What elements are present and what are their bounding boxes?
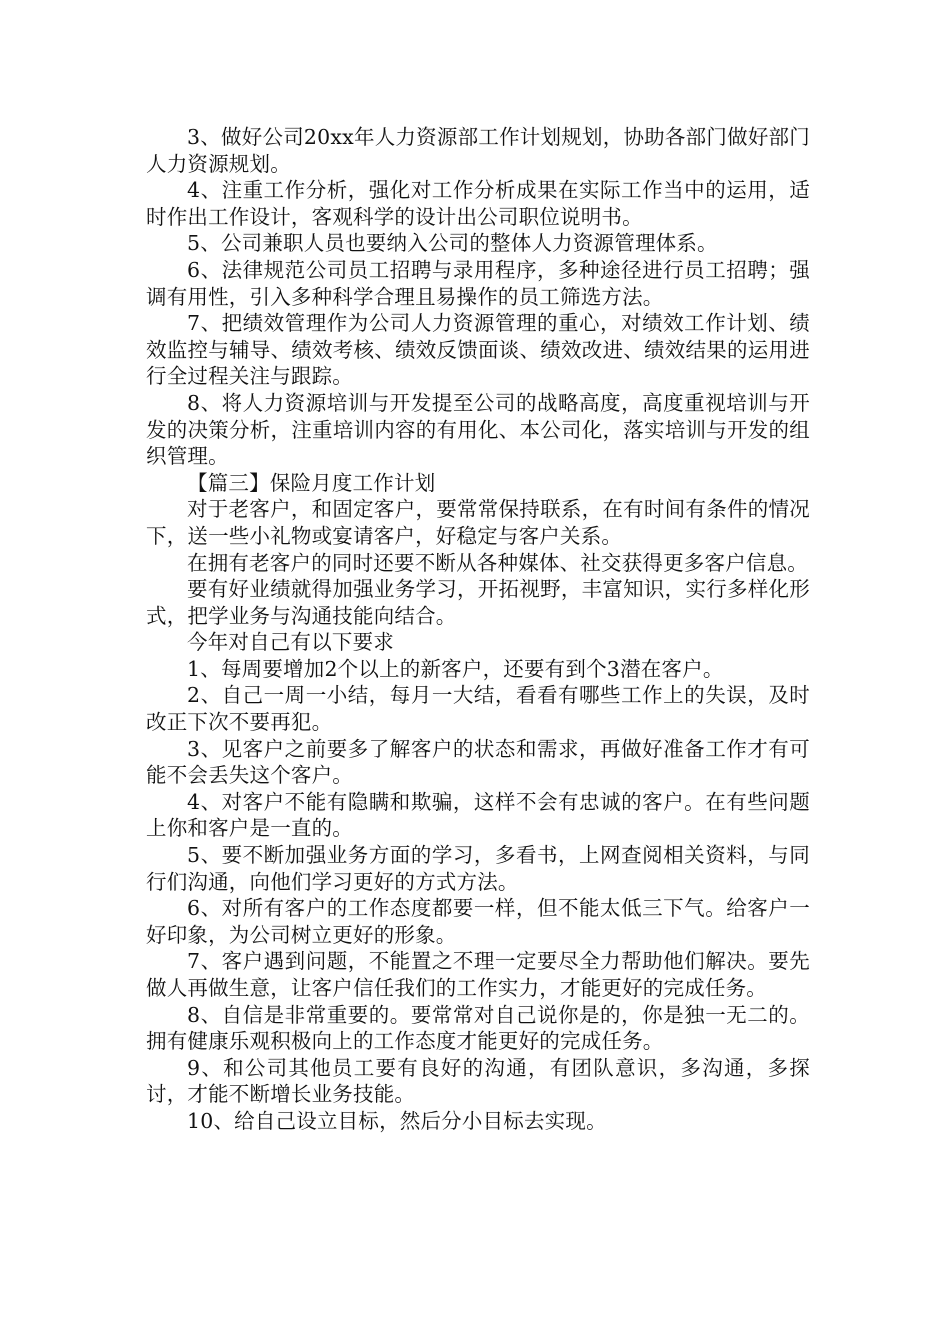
- paragraph-item-3: 3、做好公司20xx年人力资源部工作计划规划，协助各部门做好部门人力资源规划。: [146, 125, 810, 176]
- document-body: [146, 124, 810, 1135]
- paragraph-item-4: 4、注重工作分析，强化对工作分析成果在实际工作当中的运用，适时作出工作设计，客观科学的设计出公司职位说明书。: [146, 178, 810, 229]
- paragraph-old-clients: 对于老客户，和固定客户，要常常保持联系，在有时间有条件的情况下，送一些小礼物或宴请客户，好稳定与客户关系。: [146, 497, 810, 548]
- requirement-item-6: 6、对所有客户的工作态度都要一样，但不能太低三下气。给客户一好印象，为公司树立更好的形象。: [146, 896, 810, 947]
- requirement-item-10: 10、给自己设立目标，然后分小目标去实现。: [187, 1108, 607, 1133]
- section-heading: 【篇三】保险月度工作计划: [187, 470, 436, 495]
- requirement-item-3: 3、见客户之前要多了解客户的状态和需求，再做好准备工作才有可能不会丢失这个客户。: [146, 736, 810, 788]
- requirement-item-4: 4、对客户不能有隐瞒和欺骗，这样不会有忠诚的客户。在有些问题上你和客户是一直的。: [146, 789, 810, 841]
- paragraph-requirements-intro: 今年对自己有以下要求: [187, 630, 394, 655]
- requirement-item-1: 1、每周要增加2个以上的新客户，还要有到个3潜在客户。: [187, 656, 724, 681]
- paragraph-item-7: 7、把绩效管理作为公司人力资源管理的重心，对绩效工作计划、绩效监控与辅导、绩效考核、绩效反馈面谈、绩效改进、绩效结果的运用进行全过程关注与跟踪。: [146, 311, 810, 389]
- paragraph-new-clients: 在拥有老客户的同时还要不断从各种媒体、社交获得更多客户信息。: [187, 550, 808, 575]
- requirement-item-2: 2、自己一周一小结，每月一大结，看看有哪些工作上的失误，及时改正下次不要再犯。: [146, 683, 810, 735]
- paragraph-item-6: 6、法律规范公司员工招聘与录用程序，多种途径进行员工招聘；强调有用性，引入多种科学合理且易操作的员工筛选方法。: [146, 257, 810, 309]
- paragraph-item-5: 5、公司兼职人员也要纳入公司的整体人力资源管理体系。: [187, 231, 718, 256]
- requirement-item-5: 5、要不断加强业务方面的学习，多看书，上网查阅相关资料，与同行们沟通，向他们学习更好的方式方法。: [146, 843, 810, 894]
- paragraph-item-8: 8、将人力资源培训与开发提至公司的战略高度，高度重视培训与开发的决策分析，注重培训内容的有用化、本公司化，落实培训与开发的组织管理。: [146, 390, 810, 469]
- paragraph-performance: 要有好业绩就得加强业务学习，开拓视野，丰富知识，实行多样化形式，把学业务与沟通技能向结合。: [146, 577, 810, 628]
- requirement-item-9: 9、和公司其他员工要有良好的沟通，有团队意识，多沟通，多探讨，才能不断增长业务技能。: [146, 1055, 810, 1107]
- requirement-item-8: 8、自信是非常重要的。要常常对自己说你是的，你是独一无二的。拥有健康乐观积极向上的工作态度才能更好的完成任务。: [146, 1002, 810, 1054]
- requirement-item-7: 7、客户遇到问题，不能置之不理一定要尽全力帮助他们解决。要先做人再做生意，让客户信任我们的工作实力，才能更好的完成任务。: [146, 949, 810, 1000]
